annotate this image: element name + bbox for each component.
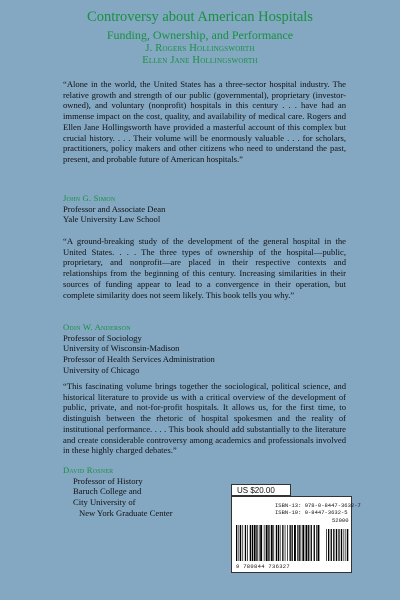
barcode-bar [297,525,298,561]
barcode-bar [336,529,337,561]
endorsement-attribution [63,193,165,225]
barcode-bar [316,525,317,561]
barcode-bar [338,529,339,561]
barcode-bar [333,529,334,561]
barcode-bar [328,529,329,561]
barcode-block [231,496,361,573]
endorsement-attribution [63,465,173,519]
endorsement-quote: “This fascinating volume brings together the sociological, political science, and historical literature to provide us with a critical overview of the development of public, private, and not-for-profit hospitals. It allows us, for the first time, to distinguish between the rhetoric of hospital spokesmen and the reality of institutional performance. . . . This book should add substantially to the literature and create considerable controversy among academics and professionals involved in these highly charged debates.” [63,381,346,456]
isbn10-text: ISBN-10: 0-8447-3632-5 [275,509,348,516]
barcode-bar [247,525,248,561]
barcode-bar [278,525,279,561]
barcode-bar [302,525,304,561]
cover-header [0,9,400,67]
endorser-name: Odin W. Anderson [63,322,131,332]
barcode-bar [326,529,327,561]
endorser-title: Professor of Sociology [63,332,142,343]
barcode-bar [268,525,269,561]
author-name: J. Rogers Hollingsworth [145,43,255,54]
endorser-affiliation: New York Graduate Center [79,507,173,518]
barcode-bar [250,525,251,561]
endorsement-quote: “Alone in the world, the United States has a three-sector hospital industry. The relative growth and strength of our public (governmental), proprietary (investor-owned), and voluntary (nonprofit) hospitals in this century . . . have had an immense impact on the cost, quality, and availability of medical care. Rogers and Ellen Jane Hollingsworth have provided a masterful account of this complex but crucial history. . . . Their volume will be enormously valuable . . . for scholars, practitioners, policy makers and other citizens who need to understand the past, present, and probable future of American hospitals.” [63,79,346,164]
barcode-bar [292,525,293,561]
barcode-bar [290,525,291,561]
barcode-bar [311,525,312,561]
barcode-bar [273,525,274,561]
endorser-title: Professor of Health Services Administration [63,354,215,365]
barcode-bar [252,525,253,561]
price-label: US $20.00 [231,484,291,496]
barcode-bar [276,525,277,561]
endorser-affiliation: City University of [73,497,136,508]
barcode-bar [242,525,243,561]
barcode-bar [239,525,240,561]
endorser-affiliation: University of Chicago [63,364,140,375]
barcode-bar [280,525,281,561]
endorser-title: Professor and Associate Dean [63,203,166,214]
book-title: Controversy about American Hospitals [87,9,313,25]
endorser-affiliation: University of Wisconsin-Madison [63,343,180,354]
barcode-bar [256,525,257,561]
barcode-bar [282,525,283,561]
author-name: Ellen Jane Hollingsworth [142,55,258,66]
barcode-bar [318,525,320,561]
endorsement-quote: “A ground-breaking study of the development of the general hospital in the United States. . . . The three types of ownership of the hospital—public, proprietary, and nonprofit—are placed in their respective contexts and relationships from the beginning of this century. Increasing similarities in their sources of funding appear to lead to a convergence in their operation, but complete similarity does not seem likely. This book tells you why.” [63,236,346,300]
barcode-addon-number: 52000 [332,517,349,524]
barcode-bar [344,529,345,561]
barcode-bar [259,525,260,561]
barcode-icon [236,525,349,563]
endorser-title: Professor of History [73,475,143,486]
barcode-bar [260,525,262,561]
barcode-bar [287,525,288,561]
barcode-bar [314,525,315,561]
barcode-bar [301,525,302,561]
barcode-bar [347,529,348,561]
barcode-number: 9 780844 736327 [236,563,291,570]
barcode-bar [285,525,286,561]
endorser-affiliation: Yale University Law School [63,214,161,225]
barcode-bar [308,525,309,561]
barcode-bar [266,525,268,561]
endorser-affiliation: Baruch College and [73,486,142,497]
endorser-name: John G. Simon [63,193,116,203]
barcode-bar [306,525,308,561]
barcode-bar [339,529,340,561]
barcode-bar [299,525,300,561]
barcode-bar [254,525,256,561]
barcode-bar [236,525,237,561]
book-subtitle: Funding, Ownership, and Performance [106,28,294,42]
barcode-bar [331,529,332,561]
barcode-bar [264,525,265,561]
barcode-bar [346,529,347,561]
barcode-bar [341,529,342,561]
isbn13-text: ISBN-13: 978-0-8447-3632-7 [275,502,361,509]
endorser-name: David Rosner [63,465,114,475]
barcode-bar [240,525,241,561]
endorsement-attribution [63,322,215,376]
barcode-bar [271,525,273,561]
barcode-bar [294,525,296,561]
barcode-bar [245,525,246,561]
